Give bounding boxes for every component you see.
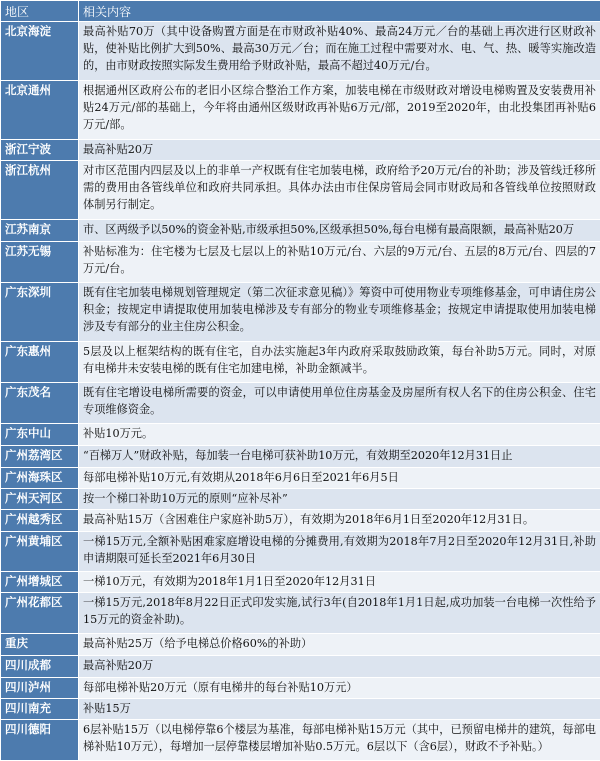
region-cell: 北京通州 (1, 81, 79, 140)
table-row (1, 22, 600, 81)
region-cell: 广州增城区 (1, 572, 79, 593)
region-cell: 广州花都区 (1, 593, 79, 634)
content-cell: 既有住宅加装电梯规划管理规定（第二次征求意见稿）》筹资中可使用物业专项维修基金，可申请住房公积金；按规定申请提取使用加装电梯涉及专有部分的物业专项维修基金；按规定申请提取使用加装电梯涉及专有部分的业主住房公积金。 (79, 283, 600, 342)
content-cell: 按一个梯口补助10万元的原则“应补尽补” (79, 489, 600, 510)
content-cell: 一梯15万元,全额补贴困难家庭增设电梯的分摊费用,有效期为2018年7月2日至2020年12月31日,补助申请期限可延长至2021年6月30日 (79, 532, 600, 572)
table-row (1, 446, 600, 468)
region-cell: 广东中山 (1, 424, 79, 446)
content-cell: 对市区范围内四层及以上的非单一产权既有住宅加装电梯，政府给予20万元/台的补助；涉及管线迁移所需的费用由各管线单位和政府共同承担。具体办法由市住保房管局会同市财政局和各管线单位按照财政体制另行制定。 (79, 161, 600, 220)
region-cell: 广州海珠区 (1, 468, 79, 489)
table-row (1, 140, 600, 161)
table-header-row (1, 1, 600, 22)
content-cell: “百梯万人”财政补贴，每加装一台电梯可获补助10万元，有效期至2020年12月31日止 (79, 446, 600, 468)
table-row (1, 383, 600, 424)
region-cell: 江苏无锡 (1, 242, 79, 283)
table-row (1, 699, 600, 720)
content-cell: 一梯15万元,2018年8月22日正式印发实施,试行3年(自2018年1月1日起,成功加装一台电梯一次性给予15万元的资金补助)。 (79, 593, 600, 634)
table-row (1, 242, 600, 283)
region-cell: 浙江杭州 (1, 161, 79, 220)
content-cell: 5层及以上框架结构的既有住宅，自办法实施起3年内政府采取鼓励政策，每台补助5万元。同时，对原有电梯井未安装电梯的既有住宅加建电梯，补助金额减半。 (79, 342, 600, 383)
content-cell: 补贴15万 (79, 699, 600, 720)
region-cell: 广州荔湾区 (1, 446, 79, 468)
header-region: 地区 (1, 1, 79, 22)
region-cell: 四川泸州 (1, 678, 79, 699)
content-cell: 最高补贴70万（其中设备购置方面是在市财政补贴40%、最高24万元／台的基础上再次进行区财政补贴，使补贴比例扩大到50%、最高30万元／台；而在施工过程中需要对水、电、气、热、暖等实施改造的，由市财政按照实际发生费用给予财政补贴，最高不超过40万元/台。 (79, 22, 600, 81)
table-row (1, 532, 600, 572)
region-cell: 四川成都 (1, 656, 79, 678)
region-cell: 浙江宁波 (1, 140, 79, 161)
table-row (1, 161, 600, 220)
table-row (1, 424, 600, 446)
table-row (1, 283, 600, 342)
content-cell: 根据通州区政府公布的老旧小区综合整治工作方案，加装电梯在市级财政对增设电梯购置及安装费用补贴24万元/部的基础上，今年将由通州区级财政再补贴6万元/部，2019至2020年，由北投集团再补贴6万元/部。 (79, 81, 600, 140)
table-row (1, 342, 600, 383)
region-cell: 广州天河区 (1, 489, 79, 510)
content-cell: 每部电梯补贴20万元（原有电梯井的每台补贴10万元） (79, 678, 600, 699)
content-cell: 补贴标准为：住宅楼为七层及七层以上的补贴10万元/台、六层的9万元/台、五层的8万元/台、四层的7万元/台。 (79, 242, 600, 283)
region-cell: 四川德阳 (1, 720, 79, 761)
content-cell: 最高补贴20万 (79, 656, 600, 678)
region-cell: 四川南充 (1, 699, 79, 720)
table-row (1, 489, 600, 510)
table-row (1, 220, 600, 242)
table-row (1, 510, 600, 532)
content-cell: 每部电梯补贴10万元,有效期从2018年6月6日至2021年6月5日 (79, 468, 600, 489)
content-cell: 补贴10万元。 (79, 424, 600, 446)
header-content: 相关内容 (79, 1, 600, 22)
region-cell: 北京海淀 (1, 22, 79, 81)
content-cell: 最高补贴20万 (79, 140, 600, 161)
region-cell: 广东茂名 (1, 383, 79, 424)
region-cell: 广东惠州 (1, 342, 79, 383)
table-row (1, 572, 600, 593)
region-cell: 江苏南京 (1, 220, 79, 242)
region-cell: 广州黄埔区 (1, 532, 79, 572)
table-row (1, 468, 600, 489)
table-row (1, 656, 600, 678)
table-body (1, 22, 600, 761)
region-cell: 广东深圳 (1, 283, 79, 342)
content-cell: 既有住宅增设电梯所需要的资金，可以申请使用单位住房基金及房屋所有权人名下的住房公积金、住宅专项维修资金。 (79, 383, 600, 424)
table-row (1, 81, 600, 140)
content-cell: 6层补贴15万（以电梯停靠6个楼层为基准，每部电梯补贴15万元（其中，已预留电梯井的建筑，每部电梯补贴10万元），每增加一层停靠楼层增加补贴0.5万元。6层以下（含6层），财政不予补贴。） (79, 720, 600, 761)
table-row (1, 678, 600, 699)
content-cell: 最高补贴25万（给予电梯总价格60%的补助） (79, 634, 600, 656)
region-cell: 重庆 (1, 634, 79, 656)
content-cell: 最高补贴15万（含困难住户家庭补助5万），有效期为2018年6月1日至2020年12月31日。 (79, 510, 600, 532)
region-cell: 广州越秀区 (1, 510, 79, 532)
table-row (1, 593, 600, 634)
content-cell: 市、区两级予以50%的资金补贴,市级承担50%,区级承担50%,每台电梯有最高限额，最高补贴20万 (79, 220, 600, 242)
table-row (1, 634, 600, 656)
table-row (1, 720, 600, 761)
content-cell: 一梯10万元，有效期为2018年1月1日至2020年12月31日 (79, 572, 600, 593)
